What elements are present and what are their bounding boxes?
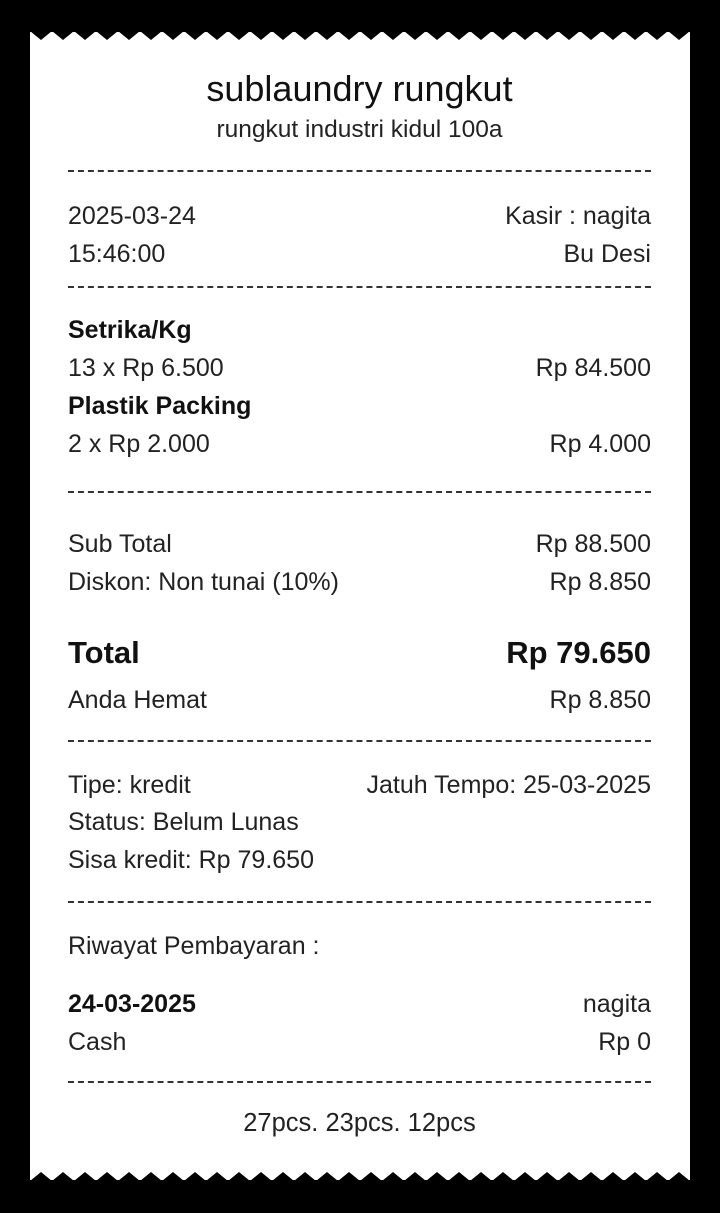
subtotal-label: Sub Total — [68, 529, 172, 558]
saved-label: Anda Hemat — [68, 685, 207, 714]
history-date: 24-03-2025 — [68, 989, 196, 1018]
item-name: Plastik Packing — [68, 392, 252, 420]
history-entry-row — [68, 988, 651, 1020]
history-amount: Rp 0 — [598, 1027, 651, 1056]
item-amount: Rp 4.000 — [549, 429, 651, 458]
item-amount: Rp 84.500 — [535, 353, 651, 382]
history-entry-row — [68, 1026, 651, 1058]
store-name: sublaundry rungkut — [206, 68, 513, 109]
divider — [68, 1081, 651, 1083]
divider — [68, 170, 651, 172]
payment-type-row — [68, 769, 651, 801]
divider — [68, 740, 651, 742]
item-line — [68, 352, 651, 384]
payment-history-heading: Riwayat Pembayaran : — [68, 932, 320, 960]
payment-due-date: Jatuh Tempo: 25-03-2025 — [366, 770, 651, 799]
saved-value: Rp 8.850 — [549, 685, 651, 714]
total-value: Rp 79.650 — [506, 635, 651, 670]
receipt — [30, 32, 690, 1180]
transaction-time: 15:46:00 — [68, 239, 166, 268]
divider — [68, 901, 651, 903]
remaining-credit: Sisa kredit: Rp 79.650 — [68, 846, 314, 874]
total-label: Total — [68, 635, 140, 670]
item-line — [68, 428, 651, 460]
item-name: Setrika/Kg — [68, 316, 192, 344]
item-qty-price: 13 x Rp 6.500 — [68, 353, 224, 382]
customer-name: Bu Desi — [563, 239, 651, 268]
total-row — [68, 634, 651, 672]
history-method: Cash — [68, 1027, 127, 1056]
discount-row — [68, 566, 651, 598]
receipt-content — [68, 32, 651, 1180]
discount-label: Diskon: Non tunai (10%) — [68, 567, 339, 596]
time-customer-row — [68, 238, 651, 270]
item-counts-footer: 27pcs. 23pcs. 12pcs — [243, 1109, 476, 1137]
transaction-date: 2025-03-24 — [68, 201, 196, 230]
divider — [68, 491, 651, 493]
subtotal-value: Rp 88.500 — [535, 529, 651, 558]
date-cashier-row — [68, 200, 651, 232]
cashier-name: Kasir : nagita — [505, 201, 651, 230]
saved-row — [68, 684, 651, 716]
divider — [68, 286, 651, 288]
payment-type: Tipe: kredit — [68, 770, 191, 799]
history-user: nagita — [582, 989, 651, 1018]
item-qty-price: 2 x Rp 2.000 — [68, 429, 210, 458]
discount-value: Rp 8.850 — [549, 567, 651, 596]
store-address: rungkut industri kidul 100a — [216, 116, 503, 143]
subtotal-row — [68, 528, 651, 560]
payment-status: Status: Belum Lunas — [68, 808, 299, 836]
